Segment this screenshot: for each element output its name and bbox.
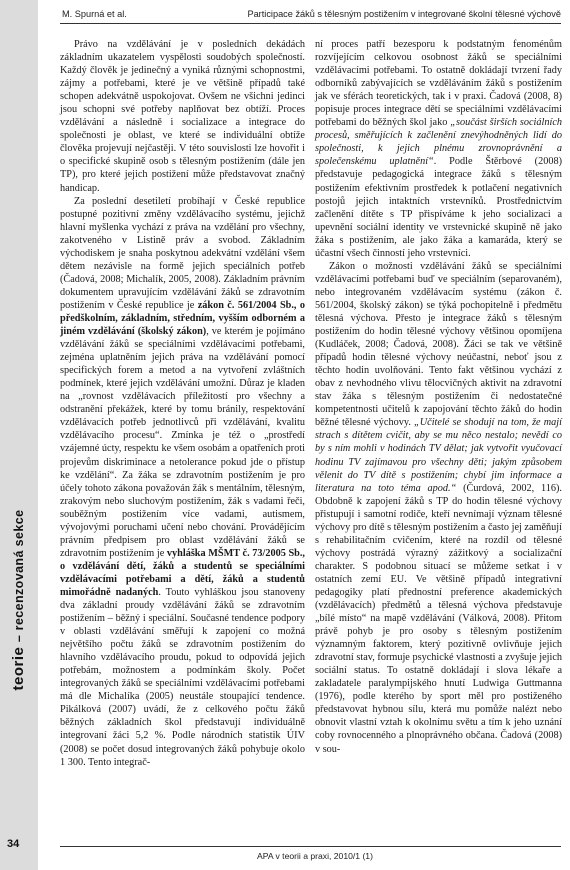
right-text-column [315,38,562,756]
quotation: „součást širších sociálních procesů, směřujících k začlenění znevýhodněných lidí do společnosti, k jejich plnému zrovnoprávnění a společenskému uplatnění“ [315,117,562,168]
section-dash: – [12,634,26,643]
footer-divider [60,846,561,847]
footer-journal: APA v teorii a praxi, 2010/1 (1) [257,851,373,861]
paragraph: ní proces patří bezesporu k podstatným fenoménům rozvíjejícím celkovou osobnost žáků se speciálními vzdělávacími potřebami. To ostatně dokládají tvrzení řady odborníků zabývajících se vzděláváním žáků s postižením jak ve sférách teoretických, tak i v praxi. Čadová (2008, 8) popisuje proces integrace dětí se speciálními vzdělávacími potřebami do běžných škol jako „součást širších sociálních procesů, směřujících k začlenění znevýhodněných lidí do společnosti, k jejich plnému zrovnoprávnění a společenskému uplatnění“. Podle Štěrbové (2008) představuje pedagogická integrace žáků s tělesným postižením efektivním prostředek k potlačení negativních postojů jejich intaktních vrstevníků. Prostřednictvím začlenění dítěte s TP přispíváme k jeho socializaci a upevnění sociální identity ve vrstevnické skupině ně jako žáka s postižením, ale jako žáka a kamaráda, který se účastní všech činností jeho vrstevníci. [315,39,562,259]
paragraph: Právo na vzdělávání je v posledních dekádách základním ukazatelem vyspělosti soudobých společností. Každý člověk je jedinečný a vyniká různými schopnostmi, zájmy a potřebami, které je ve většině případů také schopen adekvátně uspokojovat. Ovšem ne všichni jedinci jsou schopni své potřeby naplňovat bez obtíží. Proces vzdělávání a následně i socializace a integrace do společnosti je oblast, ve které se individuální obtíže člověka projevují nejčastěji. V této souvislosti lze hovořit i o specifické skupině osob s tělesným postižením (dále jen TP), pro které jejich postižení může představovat značný handicap. [60,39,305,194]
section-main-label: teorie [10,646,27,691]
section-sub-label: recenzovaná sekce [12,509,26,631]
decree-citation: vyhláška MŠMT č. 73/2005 Sb., o vzdělávání dětí, žáků a studentů se speciálními vzdělávacími potřebami a dětí, žáků a studentů mimořádně nadaných [60,547,305,598]
paragraph: Za poslední desetiletí probíhají v České republice postupné pozitivní změny vzdělávacího systému, jejichž hlavní myšlenka vychází z práva na vzdělání pro všechny, zakotveného v Listině práv a svobod. Základním východiskem je snaha poskytnou adekvátní vzdělání všem dětem nezávisle na formě jejich speciálních potřeb (Čadová, 2008; Michalík, 2005, 2008). Základním právním dokumentem upravujícím vzdělávání žáků se zdravotním postižením v České republice je zákon č. 561/2004 Sb., o předškolním, základním, středním, vyšším odborném a jiném vzdělávání (školský zákon), ve kterém je pojímáno vzdělávání žáků se speciálními vzdělávacími potřebami, zejména uplatněním jejich práva na vzdělávání pomocí specifických forem a metod a na vytvoření zvláštních podmínek, které jejich vzdělávání umožní. Důraz je kladen na „rovnost vzdělávacích příležitostí pro všechny a odstranění překážek, které by tomu bránily, respektování vzdělávacích potřeb jednotlivců při vzdělávání, kvalitu vzdělávacího procesu“. Zmínka je též o „prostředí vzájemné úcty, respektu ke všem osobám a opatřeních proti projevům diskriminace a netolerance pokud jde o přístup ke vzdělání“. Za žáka se zdravotním postižením je pro účely tohoto zákona považován žák s mentálním, tělesným, zrakovým nebo sluchovým postižením, žák s vadami řeči, souběžným postižením více vadami, autismem, vývojovými poruchami učení nebo chování. Provádějícím právním předpisem pro oblast vzdělávání žáků se zdravotním postižením je vyhláška MŠMT č. 73/2005 Sb., o vzdělávání dětí, žáků a studentů se speciálními vzdělávacími potřebami a dětí, žáků a studentů mimořádně nadaných. Touto vyhláškou jsou stanoveny dva základní proudy vzdělávání žáků se zdravotním postižením – běžný i speciální. Současné tendence podpory v oblasti vzdělávání směřují k zapojení co možná největšího počtu žáků se zdravotním postižením do hlavního vzdělávacího proudu, pokud to odpovídá jejich potřebám, možnostem a podmínkám školy. Počet integrovaných žáků se speciálními vzdělávacími potřebami má dle Michalíka (2005) neustále stoupající tendence. Pikálková (2007) uvádí, že z celkového počtu žáků běžných základních škol představují individuálně integrovaní žáci 5,2 %. Podle národních statistik ÚIV (2008) se počet dosud integrovaných žáků pohybuje okolo 1 300. Tento integrač- [60,195,306,768]
header-divider [60,23,561,24]
running-head-authors: M. Spurná et al. [62,9,127,19]
running-head-title: Participace žáků s tělesným postižením v integrované školní tělesné výchově [247,9,561,19]
quotation: „Učitelé se shodují na tom, že mají strach s dítětem cvičit, aby se mu něco nestalo; nevědí co by s ním mohli v hodinách TV dělat; jak vytvořit vyučovací hodinu TV zajímavou pro všechny děti; jakým způsobem vělenit do TV dítě s postižením; chybí jim informace a literatura na toto téma apod.“ [315,417,562,494]
section-sidebar [0,0,38,870]
section-label [10,510,28,691]
paragraph: Zákon o možnosti vzdělávání žáků se speciálními vzdělávacími potřebami buď ve speciálním (separovaném), nebo integrovaném vzdělávacím systému (zákon č. 561/2004, školský zákon) se týká pochopitelně i předmětu tělesná výchova. Přesto je integrace žáků s tělesným postižením do hodin tělesné výchovy většinou opomíjena (Kudláček, 2008; Čadová, 2008). Žáci se tak ve většině případů hodin tělesné výchovy neúčastní, neboť jsou z těchto hodin uvolňováni. Tento fakt většinou vychází z obav z nevhodného vlivu tělocvičných aktivit na zdravotní stav žáka s tělesným postižením či nedostatečné kompetentnosti učitelů k zapojování těchto žáků do hodin běžné tělesné výchovy. „Učitelé se shodují na tom, že mají strach s dítětem cvičit, aby se mu něco nestalo; nevědí co by s ním mohli v hodinách TV dělat; jak vytvořit vyučovací hodinu TV zajímavou pro všechny děti; jakým způsobem vělenit do TV dítě s postižením; chybí jim informace a literatura na toto téma apod.“ (Čurdová, 2002, 116). Obdobně k zapojení žáků s TP do hodin tělesné výchovy přistupují i samotní rodiče, kteří nevnímají význam tělesné výchovy pro dítě s tělesným postižením a často jej zaměňují s rehabilitačním cvičením, které na rozdíl od tělesné výchovy postrádá výrazný zážitkový a socializační charakter. S podobnou situací se můžeme setkat i v ostatních zemí EU. Ve většině případů integrativní pedagogiky platí přednostní preference akademických (vzdělávacích) předmětů a tělesná výchova představuje „bílé místo“ na mapě vzdělávání (Válková, 2008). Přitom právě pohyb je pro osoby s tělesným postižením významným faktorem, který pozitivně ovlivňuje jejich zdravotní stav, formuje psychické vlastnosti a zvyšuje jejich sociální status. To ostatně dokládají i slova lékaře a zakladatele paralympijského hnutí Ludwiga Guttmanna (1976), podle kterého by sport měl pro postiženého představovat hybnou sílu, která mu pomůže nalézt nebo obnovit vlastní vztah k okolnímu světu a tím k jeho uznání coby rovnocenného a plnoprávného občana. Čadová (2008) v sou- [315,260,562,755]
left-text-column [60,38,305,769]
law-citation: zákon č. 561/2004 Sb., o předškolním, základním, středním, vyšším odborném a jiném vzdělávání (školský zákon) [60,299,306,338]
page-number: 34 [7,838,20,850]
